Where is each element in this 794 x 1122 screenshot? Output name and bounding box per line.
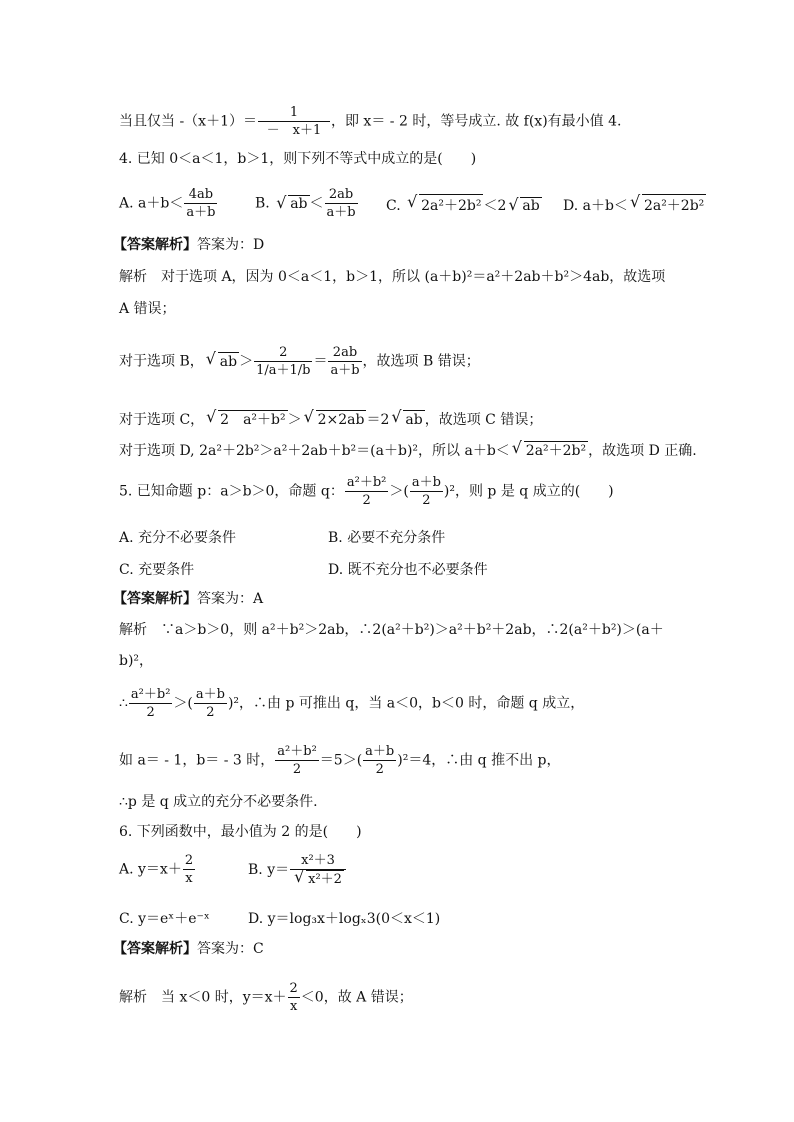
fraction (325, 186, 358, 221)
fraction (328, 344, 361, 379)
denominator: － x＋1 (266, 123, 322, 138)
radicand: 2a²＋2b² (642, 194, 706, 215)
radicand: 2a²＋2b² (525, 443, 587, 459)
q6-option-d: D. y＝log₃x＋logₓ3(0＜x＜1) (248, 911, 441, 927)
sqrt (407, 194, 483, 215)
answer-label: 【答案解析】 (113, 237, 197, 253)
answer-label: 【答案解析】 (113, 591, 197, 607)
text: B. (255, 195, 275, 212)
text: A. a＋b＜ (119, 195, 184, 212)
text: ＞( (389, 483, 409, 500)
denominator: a＋b (186, 205, 216, 220)
text: ＞ (239, 353, 254, 370)
sqrt (391, 410, 424, 429)
q6-solution-line-1 (119, 980, 413, 1015)
q5-answer-line (113, 590, 263, 608)
text: 对于选项 C， (119, 412, 205, 428)
fraction (345, 474, 389, 509)
q4-solution-line-4 (119, 410, 542, 429)
fraction (410, 474, 443, 509)
text: 对于选项 D, 2a²＋2b²＞a²＋2ab＋b²＝(a＋b)²，所以 a＋b＜ (119, 443, 510, 459)
text: ，故选项 D 正确. (588, 443, 697, 459)
sqrt (512, 441, 588, 460)
denominator: a＋b (326, 205, 356, 220)
q4-solution-line-1: 解析 对于选项 A，因为 0＜a＜1，b＞1，所以 (a＋b)²＝a²＋2ab＋b²＞4ab，故选项 (119, 269, 666, 285)
q4-answer-line (113, 236, 264, 254)
sqrt (206, 352, 239, 371)
q4-solution-line-5 (119, 441, 697, 460)
sqrt (294, 870, 344, 888)
numerator: a＋b (195, 687, 225, 702)
denominator: 2 (292, 762, 302, 777)
text: ＝2 (366, 412, 390, 428)
sqrt (276, 195, 309, 212)
text: ＝5＞( (319, 752, 363, 769)
text: ∴ (119, 695, 128, 712)
text: B. y＝ (248, 862, 290, 878)
q5-solution-line-4 (119, 743, 561, 778)
q5-option-b: B. 必要不充分条件 (328, 530, 446, 546)
sqrt (206, 410, 287, 429)
answer-text: 答案为：D (197, 237, 265, 253)
denominator: 2 (146, 705, 155, 720)
text: )²，则 p 是 q 成立的( ) (443, 483, 614, 500)
fraction (288, 980, 300, 1015)
q5-solution-line-3 (119, 686, 584, 721)
q5-solution-line-5: ∴p 是 q 成立的充分不必要条件. (119, 794, 318, 810)
fraction (363, 743, 396, 778)
fraction (290, 852, 346, 888)
text: ，故选项 C 错误； (424, 412, 543, 428)
text: ＜2 (483, 198, 507, 214)
text: ＞ (287, 412, 302, 428)
radicand: ab (290, 195, 308, 212)
text: )²＝4，∴由 q 推不出 p， (397, 752, 561, 769)
numerator: a²＋b² (277, 744, 317, 759)
numerator: 1 (258, 104, 330, 122)
numerator: 2ab (325, 186, 358, 204)
question-4-stem: 4. 已知 0＜a＜1，b＞1，则下列不等式中成立的是( ) (119, 151, 477, 167)
question-6-stem: 6. 下列函数中，最小值为 2 的是( ) (119, 824, 362, 840)
sqrt (508, 197, 541, 214)
answer-label: 【答案解析】 (113, 941, 197, 957)
q6-option-b (248, 852, 347, 888)
fraction (254, 344, 312, 379)
answer-text: 答案为：C (197, 941, 264, 957)
sqrt (304, 410, 367, 429)
q5-option-d: D. 既不充分也不必要条件 (328, 562, 488, 578)
q4-solution-line-2: A 错误； (119, 301, 176, 317)
numerator: a＋b (365, 744, 395, 759)
numerator: 2 (184, 853, 194, 868)
text: C. (386, 198, 406, 214)
numerator: 2 (254, 344, 312, 362)
q5-option-a: A. 充分不必要条件 (119, 530, 237, 546)
radicand: ab (405, 412, 423, 428)
denominator: x (289, 999, 298, 1014)
denominator (290, 870, 346, 888)
denominator: x (185, 871, 193, 886)
text: ＜ (309, 195, 324, 212)
fraction (275, 743, 319, 778)
q5-option-c: C. 充要条件 (119, 562, 195, 578)
q4-option-a (119, 186, 218, 221)
text: ，即 x＝ - 2 时，等号成立. 故 f(x)有最小值 4. (330, 113, 622, 130)
q6-answer-line (113, 940, 264, 958)
radicand: ab (522, 198, 540, 214)
text: 解析 当 x＜0 时，y＝x＋ (119, 989, 287, 1006)
numerator: a²＋b² (130, 687, 171, 702)
q6-option-a (119, 852, 196, 887)
text: D. a＋b＜ (563, 198, 628, 214)
denominator: 2 (422, 493, 431, 508)
numerator: a²＋b² (346, 475, 387, 490)
text: 如 a＝ - 1，b＝ - 3 时， (119, 752, 275, 769)
denominator: 2 (375, 762, 384, 777)
question-5-stem (119, 474, 614, 509)
numerator: x²＋3 (290, 852, 346, 870)
answer-text: 答案为：A (197, 591, 264, 607)
q4-option-d (563, 194, 706, 215)
q4-solution-line-3 (119, 344, 480, 379)
radicand: ab (219, 353, 238, 370)
fraction (184, 186, 217, 221)
radicand: 2×2ab (317, 412, 365, 428)
text: ＜0，故 A 错误； (300, 989, 413, 1006)
text: ＝ (313, 353, 328, 370)
radicand: 2a²＋2b² (419, 194, 483, 215)
fraction (258, 104, 330, 139)
q4-option-c (386, 194, 542, 215)
text: 当且仅当 -（x＋1）＝ (119, 113, 257, 130)
text: )²，∴由 p 可推出 q，当 a＜0，b＜0 时，命题 q 成立， (227, 695, 585, 712)
text: A. y＝x＋ (119, 861, 182, 878)
q6-option-c: C. y＝eˣ＋e⁻ˣ (119, 911, 210, 927)
radicand: x²＋2 (308, 872, 342, 887)
q4-option-b (255, 186, 359, 221)
text: 5. 已知命题 p：a＞b＞0，命题 q： (119, 483, 344, 500)
q5-solution-line-1: 解析 ∵a＞b＞0，则 a²＋b²＞2ab，∴2(a²＋b²)＞a²＋b²＋2ab，∴2(a²＋b²)＞(a＋ (119, 622, 664, 638)
q5-solution-line-2: b)²， (119, 653, 154, 669)
denominator: 1/a＋1/b (256, 363, 311, 378)
fraction (129, 686, 173, 721)
numerator: a＋b (411, 475, 441, 490)
fraction (183, 852, 195, 887)
text: ，故选项 B 错误； (362, 353, 480, 370)
denominator: 2 (206, 705, 215, 720)
numerator: 2ab (328, 344, 361, 362)
numerator: 2 (289, 981, 298, 996)
radicand: 2 a²＋b² (220, 412, 286, 428)
numerator: 4ab (184, 186, 217, 204)
sqrt (630, 194, 706, 215)
text: ＞( (173, 695, 193, 712)
denominator: a＋b (330, 363, 360, 378)
denominator: 2 (362, 493, 371, 508)
solution-3-conclusion (119, 104, 621, 139)
text: 对于选项 B， (119, 353, 204, 370)
fraction (194, 686, 227, 721)
